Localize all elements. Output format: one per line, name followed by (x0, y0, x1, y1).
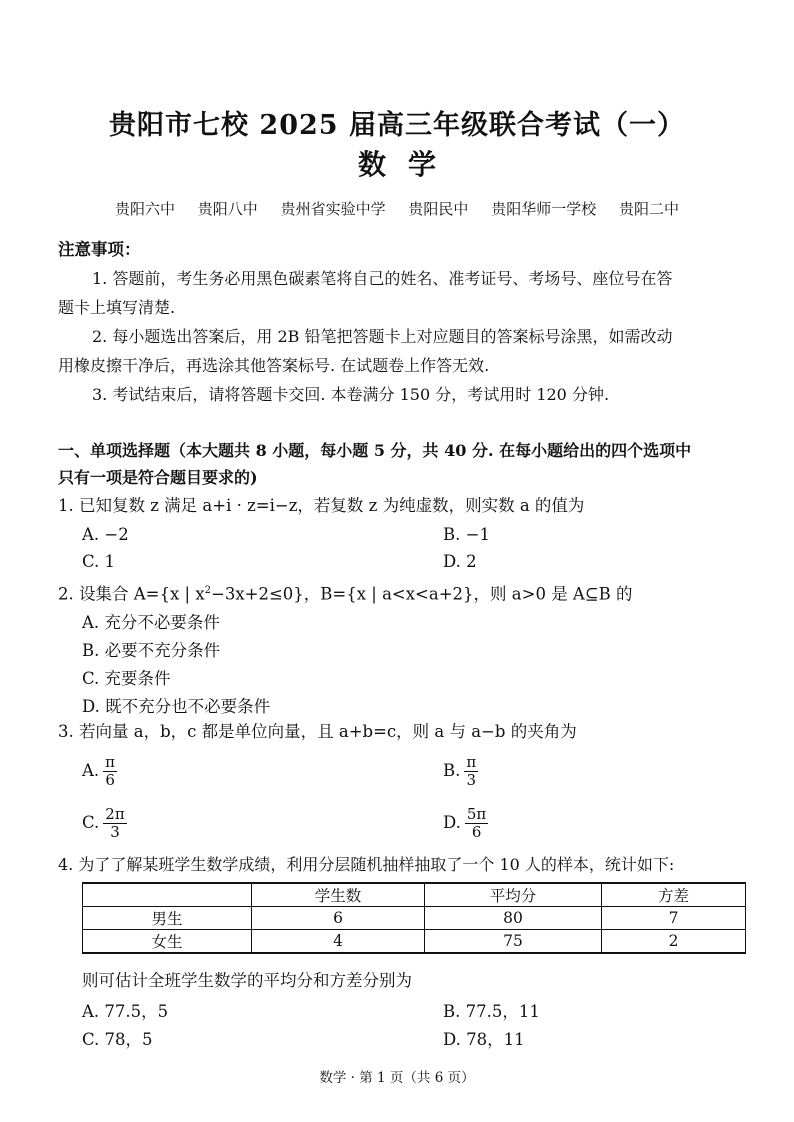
table-cell: 4 (252, 930, 425, 954)
school-name: 贵州省实验中学 (280, 200, 386, 218)
table-row (83, 907, 746, 930)
table-cell: 75 (425, 930, 602, 954)
question-4-option-a: A. 77.5，5 (82, 1002, 169, 1021)
question-3-option-a: A. $\frac{\pi}{6}$ (82, 753, 116, 789)
question-3-option-d: D. $\frac{5\pi}{6}$ (443, 805, 487, 841)
question-4-option-d: D. 78，11 (443, 1030, 525, 1049)
question-2-option-d: D. 既不充分也不必要条件 (82, 697, 271, 716)
question-3-option-c: C. $\frac{2\pi}{3}$ (82, 805, 125, 841)
subject-title: 数学 (357, 148, 458, 181)
question-1-option-d: D. 2 (443, 552, 477, 571)
question-4-followup: 则可估计全班学生数学的平均分和方差分别为 (82, 971, 412, 990)
notice-item-2-cont: 用橡皮擦干净后，再选涂其他答案标号. 在试题卷上作答无效. (58, 356, 490, 375)
notice-heading: 注意事项： (58, 240, 141, 259)
page-footer: 数学 · 第 1 页（共 6 页） (319, 1070, 475, 1086)
question-2-option-c: C. 充要条件 (82, 669, 171, 688)
question-3-stem: 3. 若向量 a，b，c 都是单位向量，且 a+b=c，则 a 与 a−b 的夹角为 (58, 722, 577, 741)
school-name: 贵阳八中 (197, 200, 258, 218)
table-header-cell: 学生数 (252, 883, 425, 907)
table-header-cell (83, 883, 252, 907)
exam-title: 贵阳市七校 2025 届高三年级联合考试（一） (109, 110, 685, 141)
question-4-option-c: C. 78，5 (82, 1030, 153, 1049)
table-cell: 7 (602, 907, 746, 930)
question-4-stem: 4. 为了了解某班学生数学成绩，利用分层随机抽样抽取了一个 10 人的样本，统计如下: (58, 855, 675, 874)
statistics-table (82, 882, 746, 954)
question-1-option-b: B. −1 (443, 525, 490, 544)
notice-item-2: 2. 每小题选出答案后，用 2B 铅笔把答题卡上对应题目的答案标号涂黑，如需改动 (92, 327, 673, 346)
table-cell: 80 (425, 907, 602, 930)
table-row (83, 930, 746, 954)
question-2-option-a: A. 充分不必要条件 (82, 613, 220, 632)
section-heading: 一、单项选择题（本大题共 8 小题，每小题 5 分，共 40 分. 在每小题给出的四个选项中 (58, 441, 692, 460)
table-header-row (83, 883, 746, 907)
table-cell: 2 (602, 930, 746, 954)
table-header-cell: 方差 (602, 883, 746, 907)
table-cell: 女生 (83, 930, 252, 954)
question-3-option-b: B. $\frac{\pi}{3}$ (443, 753, 477, 789)
question-2-stem: 2. 设集合 A={x | $x^2-3x+2\le 0$}，B={x | a<x<a+2}，则 a>0 是 A⊆B 的 (58, 584, 633, 604)
school-name: 贵阳华师一学校 (491, 200, 597, 218)
question-2-option-b: B. 必要不充分条件 (82, 641, 221, 660)
question-1-option-c: C. 1 (82, 552, 116, 571)
notice-item-3: 3. 考试结束后，请将答题卡交回. 本卷满分 150 分，考试用时 120 分钟. (92, 385, 610, 404)
table-cell: 男生 (83, 907, 252, 930)
school-name: 贵阳二中 (618, 200, 679, 218)
question-1-option-a: A. −2 (82, 525, 129, 544)
table-header-cell: 平均分 (425, 883, 602, 907)
notice-item-1-cont: 题卡上填写清楚. (58, 298, 176, 317)
school-name: 贵阳民中 (408, 200, 469, 218)
question-1-stem: 1. 已知复数 z 满足 a+i · z=i−z，若复数 z 为纯虚数，则实数 a 的值为 (58, 496, 585, 515)
notice-item-1: 1. 答题前，考生务必用黑色碳素笔将自己的姓名、准考证号、考场号、座位号在答 (92, 269, 673, 288)
table-cell: 6 (252, 907, 425, 930)
section-heading-cont: 只有一项是符合题目要求的) (58, 468, 258, 487)
question-4-option-b: B. 77.5，11 (443, 1002, 540, 1021)
school-list (0, 198, 794, 219)
school-name: 贵阳六中 (115, 200, 176, 218)
